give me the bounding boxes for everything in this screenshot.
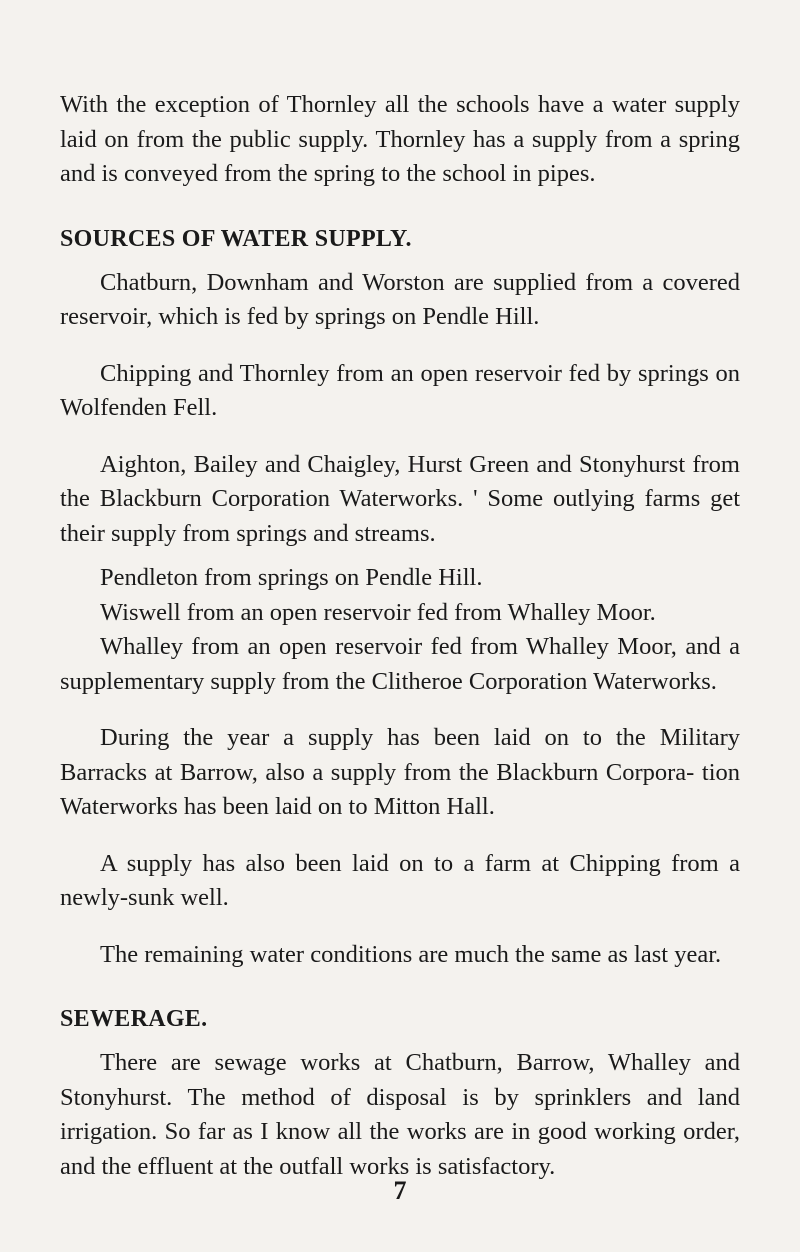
document-page — [60, 88, 740, 1184]
military-paragraph: During the year a supply has been laid on to the Military Barracks at Barrow, also a supply from the Blackburn Corpora- tion Waterworks has been laid on to Mitton Hall. — [60, 724, 740, 820]
pendleton-paragraph: Pendleton from springs on Pendle Hill. — [100, 564, 483, 591]
chatburn-paragraph: Chatburn, Downham and Worston are supplied from a covered reservoir, which is fed by springs on Pendle Hill. — [60, 268, 740, 330]
page-number: 7 — [393, 1176, 407, 1205]
sewerage-heading: SEWERAGE. — [60, 1006, 208, 1032]
chipping-paragraph: Chipping and Thornley from an open reservoir fed by springs on Wolfenden Fell. — [60, 359, 740, 421]
remaining-paragraph: The remaining water conditions are much the same as last year. — [100, 940, 722, 968]
sewerage-paragraph: There are sewage works at Chatburn, Barrow, Whalley and Stonyhurst. The method of disposal is by sprinklers and land irrigation. So far as I know all the works are in good working order, and the effluent at the outfall works is satisfactory. — [60, 1049, 740, 1180]
wiswell-paragraph: Wiswell from an open reservoir fed from Whalley Moor. — [100, 598, 656, 626]
chipping-farm-paragraph: A supply has also been laid on to a farm at Chipping from a newly-sunk well. — [60, 849, 740, 911]
whalley-paragraph: Whalley from an open reservoir fed from Whalley Moor, and a supplementary supply from the Clitheroe Corporation Waterworks. — [60, 633, 740, 695]
sources-heading: SOURCES OF WATER SUPPLY. — [60, 225, 412, 252]
aighton-paragraph: Aighton, Bailey and Chaigley, Hurst Green and Stonyhurst from the Blackburn Corporation Waterworks. ' Some outlying farms get their supply from springs and streams. — [60, 450, 740, 547]
intro-paragraph: With the exception of Thornley all the schools have a water supply laid on from the public supply. Thornley has a supply from a spring and is conveyed from the spring to the school in pipes. — [60, 91, 740, 187]
